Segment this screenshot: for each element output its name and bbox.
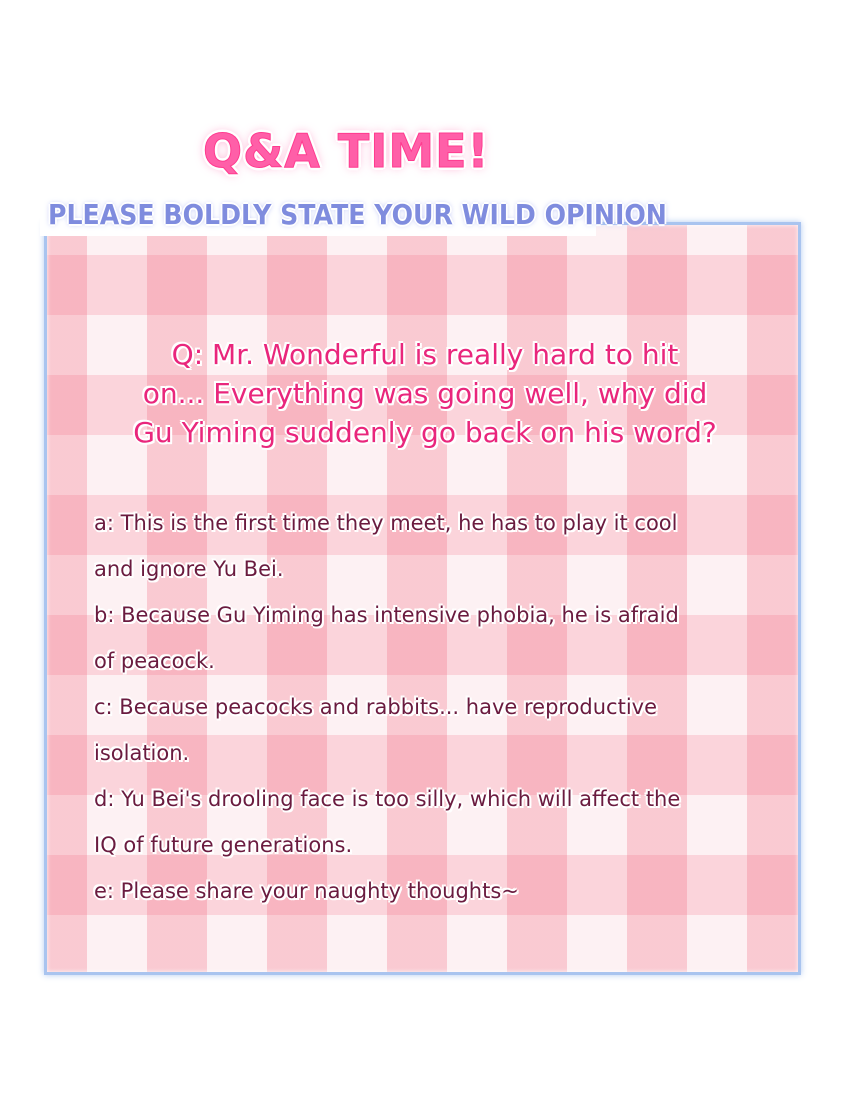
answer-line: d: Yu Bei's drooling face is too silly, which will affect the: [94, 787, 681, 811]
answer-line: c: Because peacocks and rabbits... have reproductive: [94, 695, 658, 719]
answer-line: b: Because Gu Yiming has intensive phobia, he is afraid: [94, 603, 679, 627]
question-line: Gu Yiming suddenly go back on his word?: [133, 416, 717, 449]
answer-line: and ignore Yu Bei.: [94, 557, 284, 581]
question-line: on... Everything was going well, why did: [142, 377, 708, 410]
answer-line: e: Please share your naughty thoughts~: [94, 879, 519, 903]
question-line: Q: Mr. Wonderful is really hard to hit: [171, 338, 679, 371]
page-title: Q&A TIME!: [203, 124, 490, 178]
answer-line: a: This is the first time they meet, he has to play it cool: [94, 511, 678, 535]
question-block: [60, 335, 790, 452]
answer-line: isolation.: [94, 741, 190, 765]
answer-line: of peacock.: [94, 649, 215, 673]
answer-line: IQ of future generations.: [94, 833, 353, 857]
answer-list: [94, 500, 784, 914]
page-subtitle: PLEASE BOLDLY STATE YOUR WILD OPINION: [48, 198, 667, 231]
